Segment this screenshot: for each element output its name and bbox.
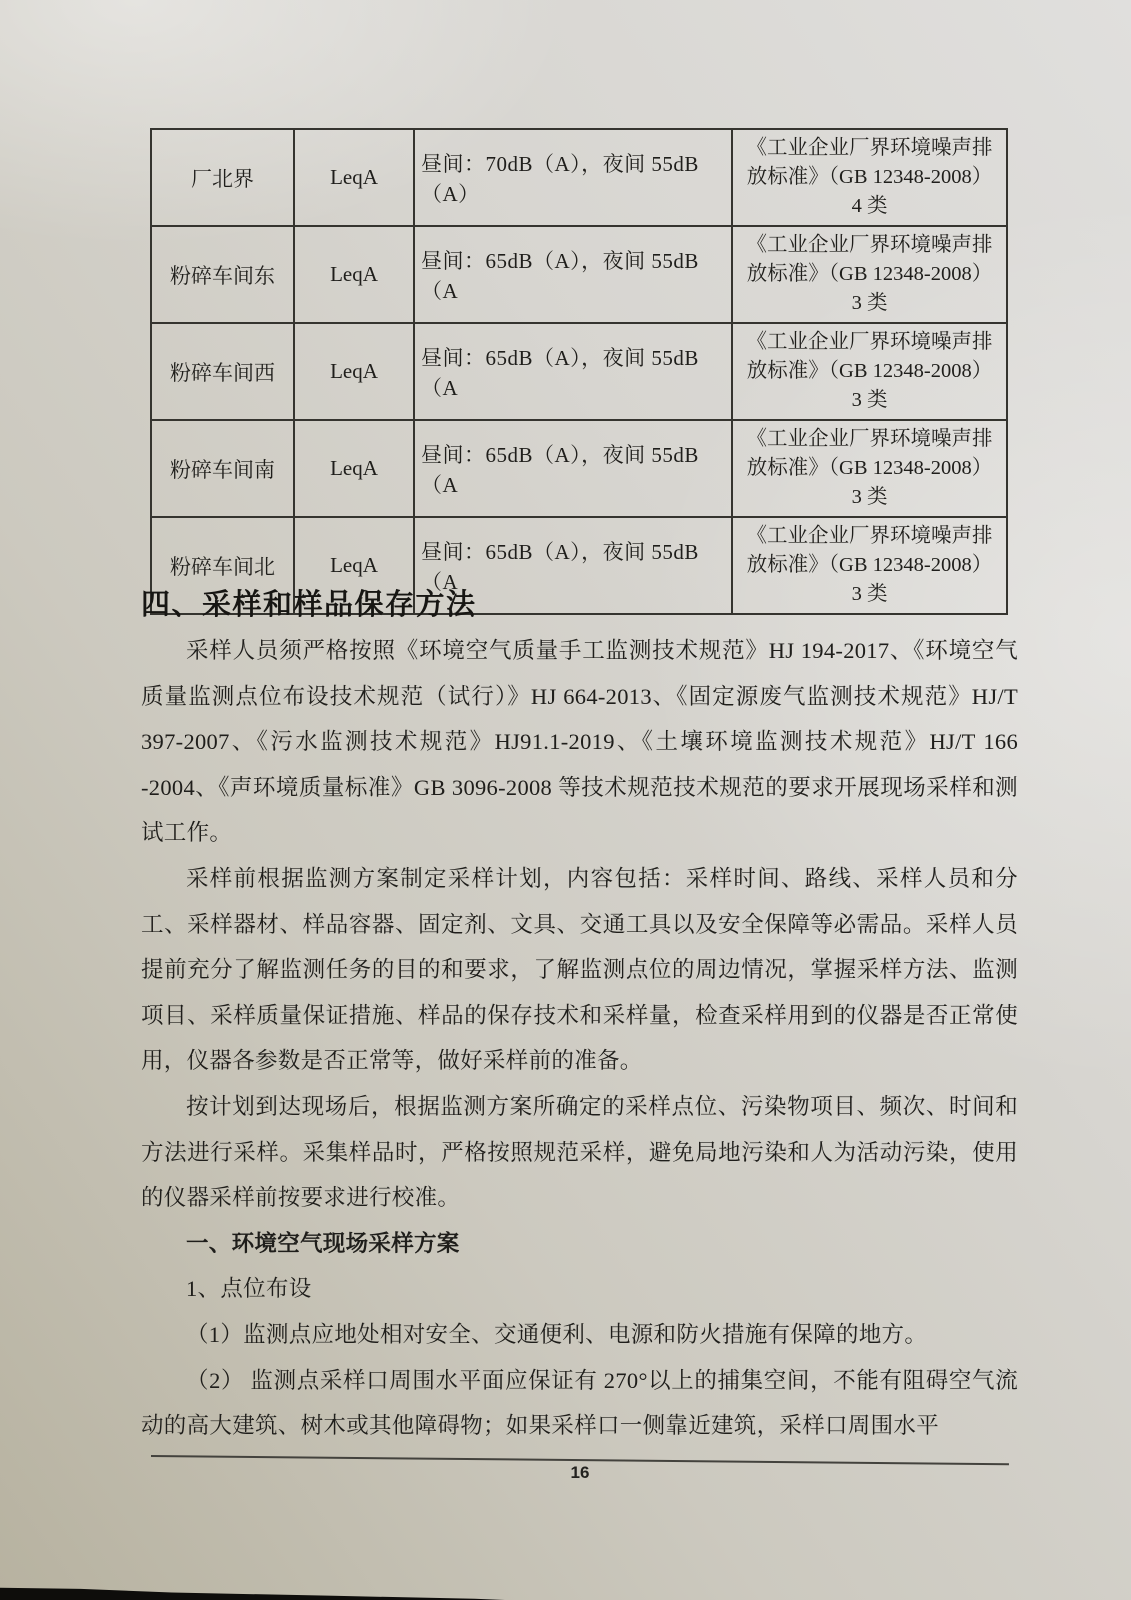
cell-limit-values: 昼间：65dB（A），夜间 55dB（A: [414, 323, 732, 420]
subsection-heading-air-sampling: 一、环境空气现场采样方案: [186, 1230, 460, 1256]
cell-monitoring-point: 粉碎车间北: [151, 517, 294, 614]
scan-edge-artifact: [0, 1585, 505, 1600]
cell-monitoring-point: 厂北界: [151, 129, 294, 226]
cell-monitoring-point: 粉碎车间西: [151, 323, 294, 420]
body-text-column: [141, 628, 1018, 1449]
list-item-2: （2） 监测点采样口周围水平面应保证有 270°以上的捕集空间，不能有阻碍空气流动的高大建筑、树木或其他障碍物；如果采样口一侧靠近建筑，采样口周围水平: [141, 1367, 1018, 1439]
standard-title: 《工业企业厂界环境噪声排放标准》（GB 12348-2008）: [746, 428, 993, 479]
cell-limit-values: 昼间：65dB（A），夜间 55dB（A: [414, 517, 732, 614]
paragraph-onsite-sampling: 按计划到达现场后，根据监测方案所确定的采样点位、污染物项目、频次、时间和方法进行采样。采集样品时，严格按照规范采样，避免局地污染和人为活动污染，使用的仪器采样前按要求进行校准。: [141, 1093, 1018, 1211]
paragraph-sampling-plan: 采样前根据监测方案制定采样计划，内容包括：采样时间、路线、采样人员和分工、采样器材、样品容器、固定剂、文具、交通工具以及安全保障等必需品。采样人员提前充分了解监测任务的目的和要求，了解监测点位的周边情况，掌握采样方法、监测项目、采样质量保证措施、样品的保存技术和采样量，检查采样用到的仪器是否正常使用，仪器各参数是否正常等，做好采样前的准备。: [141, 865, 1018, 1074]
standard-title: 《工业企业厂界环境噪声排放标准》（GB 12348-2008）: [746, 137, 993, 188]
table-row: [151, 129, 1007, 226]
standard-title: 《工业企业厂界环境噪声排放标准》（GB 12348-2008）: [746, 331, 993, 382]
standard-title: 《工业企业厂界环境噪声排放标准》（GB 12348-2008）: [746, 525, 993, 576]
standard-category: 3 类: [851, 292, 888, 314]
cell-parameter: LeqA: [294, 129, 414, 226]
standard-title: 《工业企业厂界环境噪声排放标准》（GB 12348-2008）: [746, 234, 993, 285]
table-row: [151, 420, 1007, 517]
cell-monitoring-point: 粉碎车间东: [151, 226, 294, 323]
cell-parameter: LeqA: [294, 226, 414, 323]
paragraph-sampling-standards: 采样人员须严格按照《环境空气质量手工监测技术规范》HJ 194-2017、《环境空气质量监测点位布设技术规范（试行）》HJ 664-2013、《固定源废气监测技术规范》HJ/T 397-2007、《污水监测技术规范》HJ91.1-2019、《土壤环境监测技术规范》HJ/T 166 -2004、《声环境质量标准》GB 3096-2008 等技术规范技术规范的要求开展现场采样和测试工作。: [141, 638, 1018, 846]
cell-parameter: LeqA: [294, 517, 414, 614]
cell-standard: [732, 323, 1007, 420]
cell-standard: [732, 129, 1007, 226]
cell-standard: [732, 226, 1007, 323]
page-number: 16: [570, 1463, 590, 1482]
cell-limit-values: 昼间：65dB（A），夜间 55dB（A: [414, 420, 732, 517]
cell-limit-values: 昼间：65dB（A），夜间 55dB（A: [414, 226, 732, 323]
standard-category: 3 类: [851, 486, 888, 508]
table-row: [151, 226, 1007, 323]
cell-monitoring-point: 粉碎车间南: [151, 420, 294, 517]
cell-parameter: LeqA: [294, 323, 414, 420]
noise-limits-table: [150, 128, 1008, 615]
cell-standard: [732, 517, 1007, 614]
list-item-1: （1）监测点应地处相对安全、交通便利、电源和防火措施有保障的地方。: [186, 1321, 928, 1347]
standard-category: 3 类: [851, 389, 888, 411]
standard-category: 4 类: [851, 195, 888, 217]
cell-parameter: LeqA: [294, 420, 414, 517]
standard-category: 3 类: [851, 583, 888, 605]
section-heading: 四、采样和样品保存方法: [141, 589, 477, 621]
cell-limit-values: 昼间：70dB（A），夜间 55dB（A）: [414, 129, 732, 226]
subsubsection-heading-point-layout: 1、点位布设: [186, 1276, 312, 1302]
table-row: [151, 323, 1007, 420]
cell-standard: [732, 420, 1007, 517]
